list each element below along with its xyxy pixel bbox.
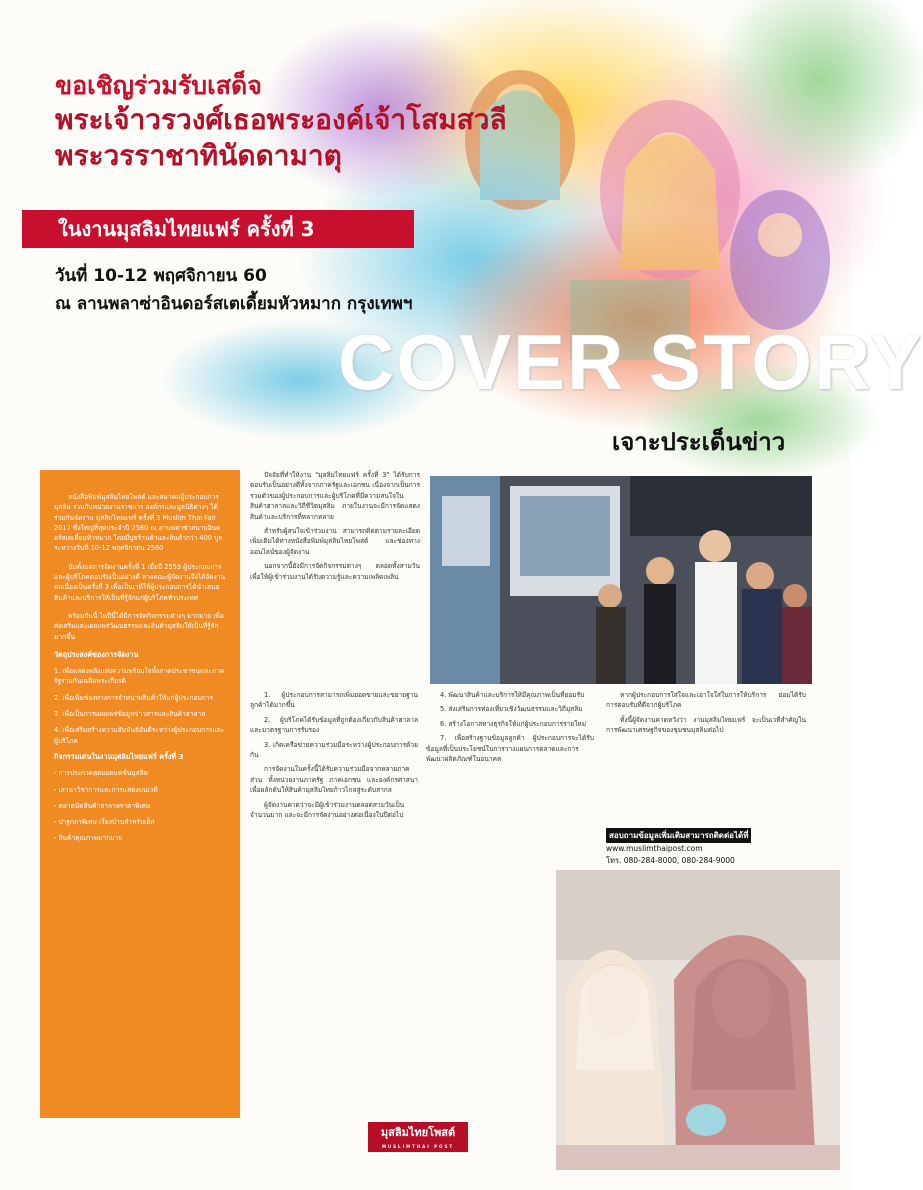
objectives-heading: วัตถุประสงค์ของการจัดงาน [54,649,139,659]
fashion-photo [556,870,840,1170]
event-photo [430,476,812,684]
body-paragraph: ผู้จัดงานคาดว่าจะมีผู้เข้าร่วมงานตลอดสามวันเป็นจำนวนมาก และจะมีการจัดงานอย่างต่อเนื่องในปีต่อไป [250,800,405,820]
sidebar-paragraph: หนังสือพิมพ์มุสลิมไทยโพสต์ และสมาคมผู้ประกอบการมุสลิม ร่วมกับหน่วยงานราชการ องค์กรและมูลนิธิต่างๆ ได้ร่วมกันจัดงาน มุสลิมไทยแฟร์ ครั้งที่ 3 Muslim Thai Fair 2017 ซึ่งใหญ่ที่สุดประจำปี 2560 ณ ลานพลาซ่าสนามอินดอร์สเตเดี้ยมหัวหมาก โดยมีบูธร้านค้าและสินค้ากว่า 400 บูธ ระหว่างวันที่ 10-12 พฤศจิกายน 2560 [54,493,223,553]
list-item: 2. เพื่อเพิ่มช่องทางการจำหน่ายสินค้าให้แก่ผู้ประกอบการ [54,693,214,702]
event-name-banner: ในงานมุสลิมไทยแฟร์ ครั้งที่ 3 [22,210,414,248]
body-paragraph: 6. สร้างโอกาสทางธุรกิจให้แก่ผู้ประกอบการรายใหม่ [440,719,587,728]
list-item: 1. เพื่อแสดงพลังแห่งความพร้อมใจทั้งภาคประชาชนและภาครัฐร่วมกันเฉลิมพระเกียรติ [54,667,225,686]
contact-box [606,823,806,875]
contact-phone: โทร. 080-284-8000, 080-284-9000 [606,856,735,865]
body-paragraph: ปัจจัยที่ทำให้งาน "มุสลิมไทยแฟร์ ครั้งที่ 3" ได้รับการตอบรับเป็นอย่างดีทั้งจากภาครัฐและเอกชน เนื่องจากเป็นการรวมตัวของผู้ประกอบการและผู้บริโภคที่มีความสนใจในสินค้าฮาลาลและวิถีชีวิตมุสลิม ภายในงานจะมีการจัดแสดงสินค้าและบริการที่หลากหลาย [250,471,420,521]
body-paragraph: 7. เพื่อสร้างฐานข้อมูลลูกค้า ผู้ประกอบการจะได้รับข้อมูลที่เป็นประโยชน์ในการวางแผนการตลาดและการพัฒนาผลิตภัณฑ์ในอนาคต [426,734,594,764]
body-paragraph: ทั้งนี้ผู้จัดงานคาดหวังว่า งานมุสลิมไทยแฟร์ จะเป็นเวทีสำคัญในการพัฒนาเศรษฐกิจของชุมชนมุสลิมต่อไป [606,715,806,735]
article-column-1 [250,470,420,685]
list-item: 4. เพื่อเสริมสร้างความสัมพันธ์อันดีระหว่างผู้ประกอบการและผู้บริโภค [54,726,225,745]
sidebar-paragraph: นับตั้งแต่การจัดงานครั้งที่ 1 เมื่อปี 2559 ผู้ประกอบการและผู้บริโภคตอบรับเป็นอย่างดี ทางคณะผู้จัดงานจึงได้จัดงานต่อเนื่องเป็นครั้งที่ 3 เพื่อเป็นเวทีให้ผู้ประกอบการได้นำเสนอสินค้าและบริการให้เป็นที่รู้จักแก่ผู้บริโภคทั่วประเทศ [54,562,225,602]
activities-heading: กิจกรรมเด่นในงานมุสลิมไทยแฟร์ ครั้งที่ 3 [54,751,184,761]
section-label: เจาะประเด็นข่าว [612,428,786,456]
body-paragraph: 2. ผู้บริโภคได้รับข้อมูลที่ถูกต้องเกี่ยวกับสินค้าฮาลาลและมาตรฐานการรับรอง [250,715,418,735]
logo-text: มุสลิมไทยโพสต์ [380,1126,456,1139]
royal-name-line1: พระเจ้าวรวงศ์เธอพระองค์เจ้าโสมสวลี [55,103,507,136]
contact-website[interactable]: www.muslimthaipost.com [606,844,703,853]
sidebar-paragraph: พร้อมกันนี้ ในปีนี้ได้มีการจัดกิจกรรมต่างๆ มากมาย เพื่อส่งเสริมและเผยแพร่วัฒนธรรมและสินค้ามุสลิมให้เป็นที่รู้จักมากขึ้น [54,611,224,641]
objectives-list [54,666,226,746]
article-column-2 [250,690,418,1115]
event-place: ณ ลานพลาซ่าอินดอร์สเตเดี้ยมหัวหมาก กรุงเทพฯ [55,294,413,314]
body-paragraph: 4. พัฒนาสินค้าและบริการให้มีคุณภาพเป็นที่ยอมรับ [440,691,585,699]
event-date: วันที่ 10-12 พฤศจิกายน 60 [55,266,267,286]
list-item: - ตลาดนัดสินค้าฮาลาลราคาพิเศษ [54,801,151,810]
list-item: - ปาฐกถาพิเศษ เรื่องบ้านสำหรับเด็ก [54,818,155,827]
list-item: - สินค้าคุณภาพมากมาย [54,834,122,843]
body-paragraph: หากผู้ประกอบการใส่ใจและเอาใจใส่ในการให้บริการ ย่อมได้รับการตอบรับที่ดีจากผู้บริโภค [606,691,806,710]
royal-name-line2: พระวรราชาทินัดดามาตุ [55,139,342,172]
body-paragraph: นอกจากนี้ยังมีการจัดกิจกรรมต่างๆ ตลอดทั้งสามวัน เพื่อให้ผู้เข้าร่วมงานได้รับความรู้และความเพลิดเพลิน [250,562,420,581]
list-item: 3. เพื่อเป็นการเผยแพร่ข้อมูลข่าวสารและสินค้าฮาลาล [54,710,206,719]
article-column-4 [606,690,806,818]
cover-story-title: COVER STORY [338,318,923,406]
sidebar-box [40,470,240,1118]
list-item: - เสวนาวิชาการและการแสดงบนเวที [54,785,158,794]
body-paragraph: สำหรับผู้สนใจเข้าร่วมงาน สามารถติดตามรายละเอียดเพิ่มเติมได้ทางหนังสือพิมพ์มุสลิมไทยโพสต์ และช่องทางออนไลน์ของผู้จัดงาน [250,527,420,556]
headline-block [55,70,575,174]
body-paragraph: การจัดงานในครั้งนี้ได้รับความร่วมมือจากหลายภาคส่วน ทั้งหน่วยงานภาครัฐ ภาคเอกชน และองค์กรศาสนา เพื่อผลักดันให้สินค้ามุสลิมไทยก้าวไกลสู่ระดับสากล [250,765,418,795]
invite-headline: ขอเชิญร่วมรับเสด็จ [55,71,262,100]
contact-title: สอบถามข้อมูลเพิ่มเติมสามารถติดต่อได้ที่ [606,828,751,843]
logo-subtext: MUSLIMTHAI POST [381,1144,455,1149]
list-item: - การประกวดสุดยอดแฟชั่นมุสลิม [54,769,149,778]
body-paragraph: 5. ส่งเสริมการท่องเที่ยวเชิงวัฒนธรรมและวิถีมุสลิม [440,705,583,714]
publisher-logo [368,1122,468,1152]
body-paragraph: 1. ผู้ประกอบการสามารถเพิ่มยอดขายและขยายฐานลูกค้าได้มากขึ้น [250,691,418,710]
activities-list [54,768,226,843]
body-paragraph: 3. เกิดเครือข่ายความร่วมมือระหว่างผู้ประกอบการด้วยกัน [250,740,418,760]
